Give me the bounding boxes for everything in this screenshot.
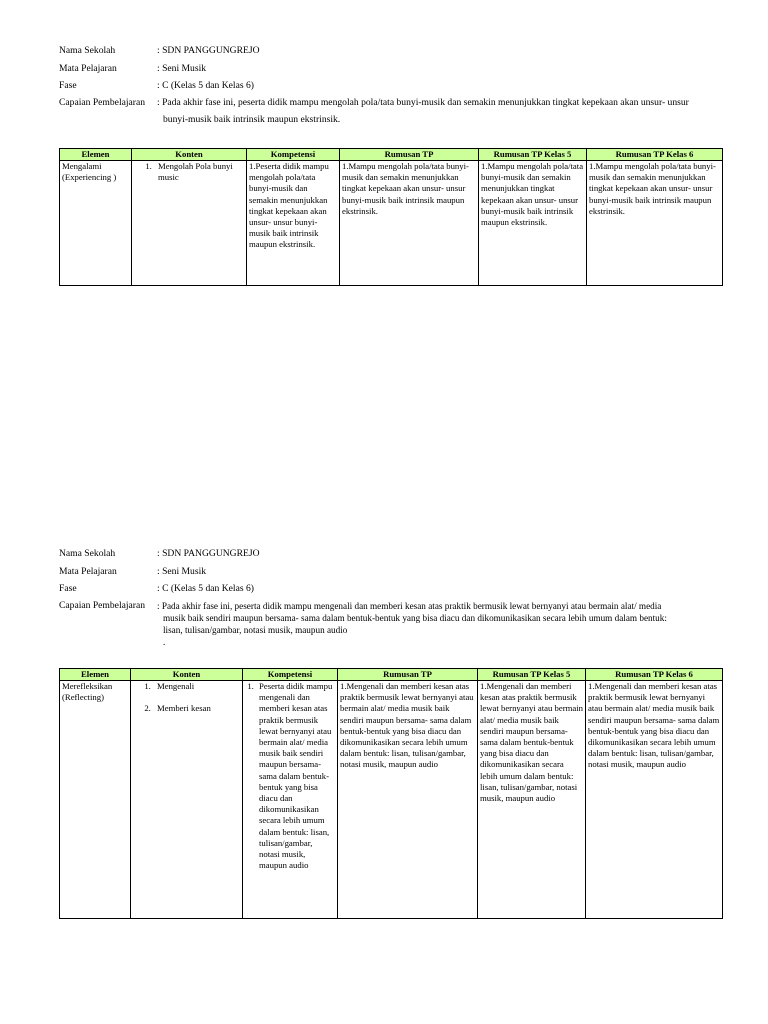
mata-pelajaran-value: : Seni Musik — [157, 63, 207, 74]
capaian-label: Capaian Pembelajaran — [59, 600, 146, 611]
capaian-value-line2: bunyi-musik baik intrinsik maupun ekstrinsik. — [163, 114, 341, 125]
tujuan-table-2 — [59, 668, 723, 919]
header-rumusan-tp-kelas6: Rumusan TP Kelas 6 — [586, 669, 723, 681]
cell-elemen: Merefleksikan (Reflecting) — [60, 681, 131, 919]
cell-rumusan-tp-kelas5: 1.Mengenali dan memberi kesan atas praktik bermusik lewat bernyanyi atau bermain alat/ media musik baik sendiri maupun bersama- sama dalam bentuk-bentuk yang bisa diacu dan dikomunikasikan secara lebih umum dalam bentuk: lisan, tulisan/gambar, notasi musik, maupun audio — [478, 681, 586, 919]
cell-konten — [132, 161, 247, 286]
capaian-value-line4: . — [163, 637, 166, 647]
section-2 — [59, 500, 722, 930]
nama-sekolah-value: : SDN PANGGUNGREJO — [157, 548, 260, 559]
table-header-row — [60, 149, 723, 161]
fase-label: Fase — [59, 583, 77, 594]
header-konten: Konten — [131, 669, 243, 681]
konten-list — [134, 161, 244, 183]
header-konten: Konten — [132, 149, 247, 161]
mata-pelajaran-value: : Seni Musik — [157, 566, 207, 577]
list-item: 1. Mengolah Pola bunyi music — [154, 161, 244, 183]
table-row — [60, 161, 723, 286]
mata-pelajaran-label: Mata Pelajaran — [59, 566, 117, 577]
konten-list — [133, 681, 240, 714]
header-elemen: Elemen — [60, 669, 131, 681]
capaian-value-line3: lisan, tulisan/gambar, notasi musik, maupun audio — [163, 625, 348, 635]
table-row — [60, 681, 723, 919]
header-rumusan-tp-kelas6: Rumusan TP Kelas 6 — [587, 149, 723, 161]
cell-kompetensi: 1.Peserta didik mampu mengolah pola/tata bunyi-musik dan semakin menunjukkan tingkat kepekaan akan unsur- unsur bunyi-musik baik intrinsik maupun ekstrinsik. — [247, 161, 340, 286]
header-rumusan-tp-kelas5: Rumusan TP Kelas 5 — [479, 149, 587, 161]
capaian-value-line1: : Pada akhir fase ini, peserta didik mampu mengenali dan memberi kesan atas praktik bermusik lewat bernyanyi atau bermain alat/ media — [157, 601, 662, 611]
header-kompetensi: Kompetensi — [247, 149, 340, 161]
header-rumusan-tp: Rumusan TP — [340, 149, 479, 161]
fase-label: Fase — [59, 80, 77, 91]
fase-value: : C (Kelas 5 dan Kelas 6) — [157, 583, 254, 594]
section-1 — [59, 0, 722, 300]
cell-kompetensi — [243, 681, 338, 919]
capaian-value-line1: : Pada akhir fase ini, peserta didik mampu mengolah pola/tata bunyi-musik dan semakin menunjukkan tingkat kepekaan akan unsur- unsur — [157, 97, 689, 108]
kompetensi-list — [245, 681, 335, 871]
capaian-label: Capaian Pembelajaran — [59, 97, 146, 108]
list-item: 2. Memberi kesan — [153, 703, 240, 714]
nama-sekolah-label: Nama Sekolah — [59, 45, 116, 56]
header-rumusan-tp-kelas5: Rumusan TP Kelas 5 — [478, 669, 586, 681]
table-header-row — [60, 669, 723, 681]
header-elemen: Elemen — [60, 149, 132, 161]
cell-konten — [131, 681, 243, 919]
header-kompetensi: Kompetensi — [243, 669, 338, 681]
cell-rumusan-tp: 1.Mampu mengolah pola/tata bunyi-musik dan semakin menunjukkan tingkat kepekaan akan unsur- unsur bunyi-musik baik intrinsik maupun ekstrinsik. — [340, 161, 479, 286]
cell-rumusan-tp-kelas6: 1.Mampu mengolah pola/tata bunyi-musik dan semakin menunjukkan tingkat kepekaan akan unsur- unsur bunyi-musik baik intrinsik maupun ekstrinsik. — [587, 161, 723, 286]
cell-rumusan-tp: 1.Mengenali dan memberi kesan atas praktik bermusik lewat bernyanyi atau bermain alat/ media musik baik sendiri maupun bersama- sama dalam bentuk-bentuk yang bisa diacu dan dikomunikasikan secara lebih umum dalam bentuk: lisan, tulisan/gambar, notasi musik, maupun audio — [338, 681, 478, 919]
fase-value: : C (Kelas 5 dan Kelas 6) — [157, 80, 254, 91]
cell-rumusan-tp-kelas5: 1.Mampu mengolah pola/tata bunyi-musik dan semakin menunjukkan tingkat kepekaan akan unsur- unsur bunyi-musik baik intrinsik maupun ekstrinsik. — [479, 161, 587, 286]
mata-pelajaran-label: Mata Pelajaran — [59, 63, 117, 74]
header-rumusan-tp: Rumusan TP — [338, 669, 478, 681]
list-item: 1. Mengenali — [153, 681, 240, 692]
cell-rumusan-tp-kelas6: 1.Mengenali dan memberi kesan atas praktik bermusik lewat bernyanyi atau bermain alat/ media musik baik sendiri maupun bersama- sama dalam bentuk-bentuk yang bisa diacu dan dikomunikasikan secara lebih umum dalam bentuk: lisan, tulisan/gambar, notasi musik, maupun audio — [586, 681, 723, 919]
capaian-value-line2: musik baik sendiri maupun bersama- sama dalam bentuk-bentuk yang bisa diacu dan dikomunikasikan secara lebih umum dalam bentuk: — [163, 613, 667, 623]
nama-sekolah-value: : SDN PANGGUNGREJO — [157, 45, 260, 56]
cell-elemen: Mengalami (Experiencing ) — [60, 161, 132, 286]
list-item: 1. Peserta didik mampu mengenali dan memberi kesan atas praktik bermusik lewat bernyanyi atau bermain alat/ media musik baik sendiri maupun bersama- sama dalam bentuk-bentuk yang bisa diacu dan dikomunikasikan secara lebih umum dalam bentuk: lisan, tulisan/gambar, notasi musik, maupun audio — [256, 681, 335, 871]
tujuan-table-1 — [59, 148, 723, 286]
nama-sekolah-label: Nama Sekolah — [59, 548, 116, 559]
